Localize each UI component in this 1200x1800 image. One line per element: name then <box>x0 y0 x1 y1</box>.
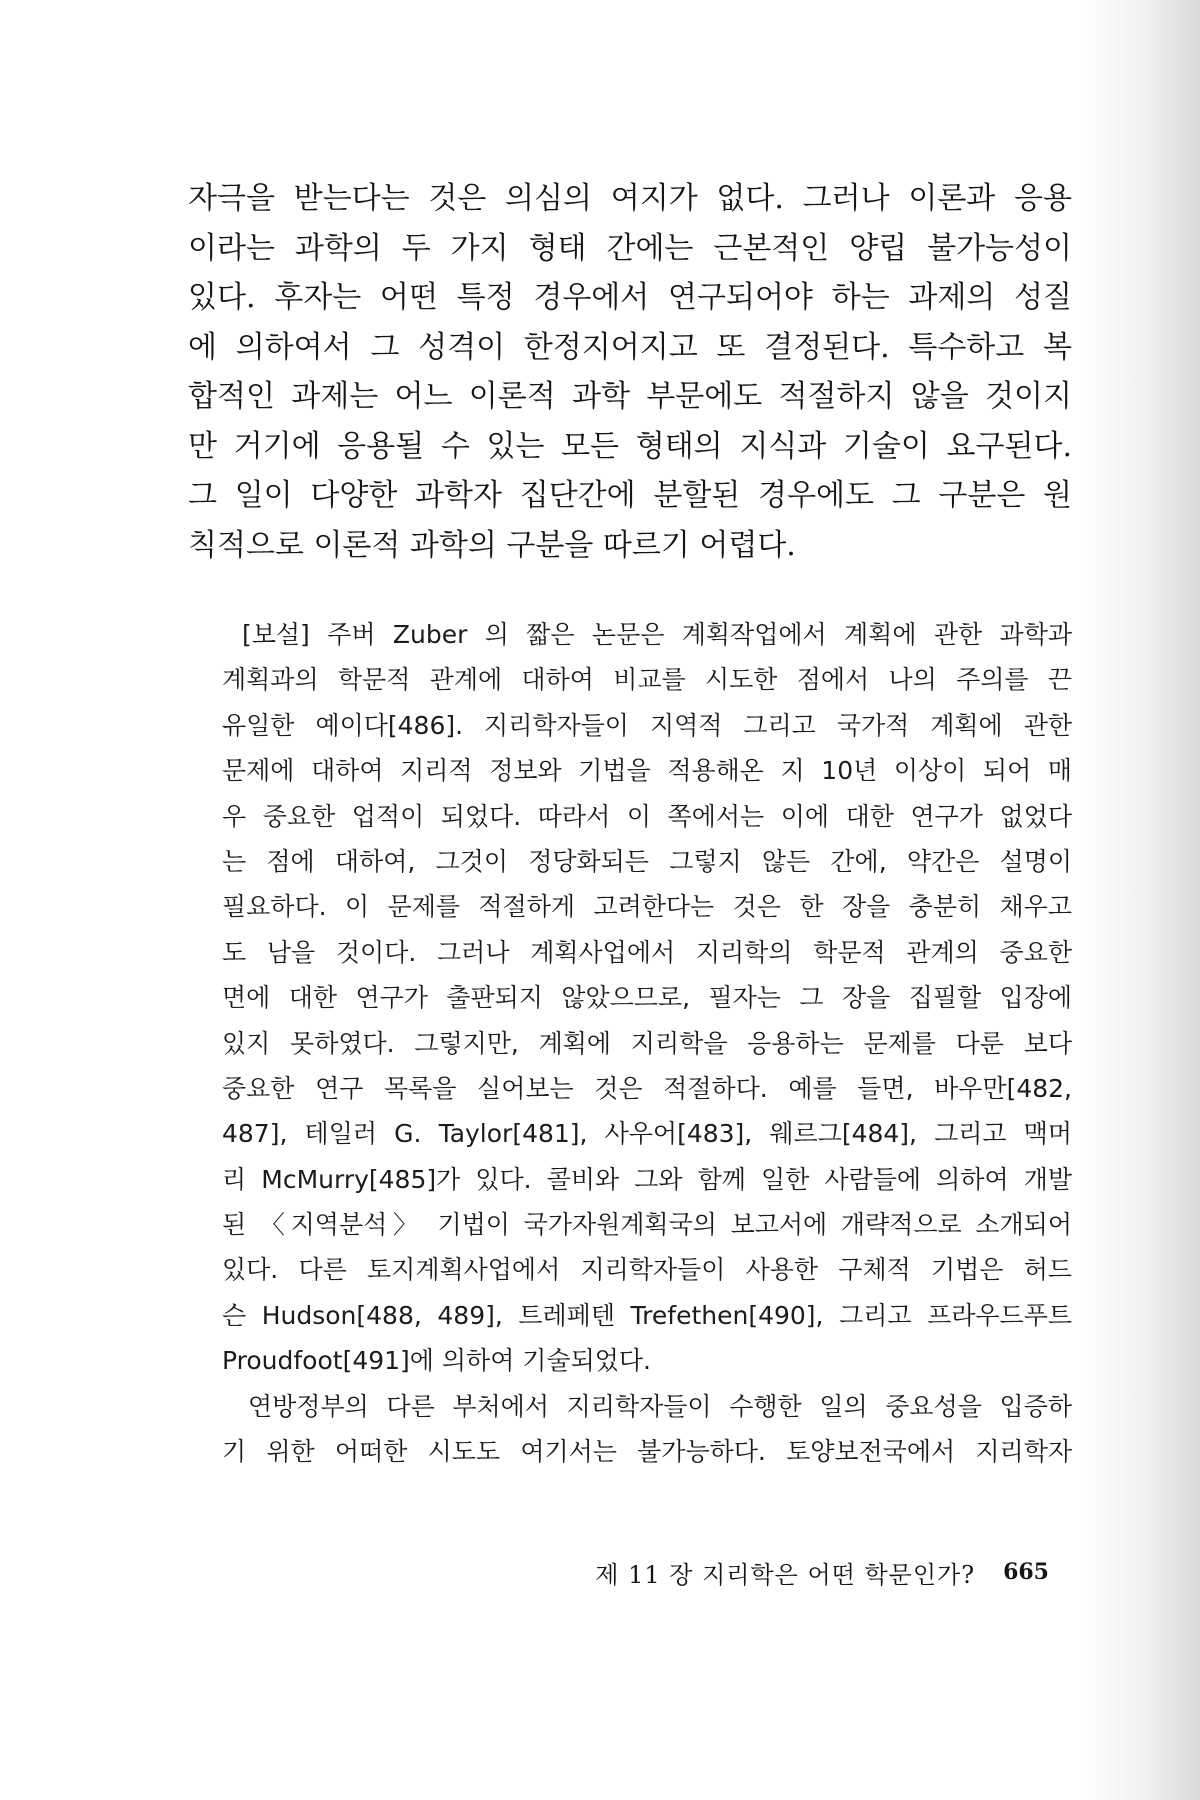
supplement-line: 필요하다. 이 문제를 적절하게 고려한다는 것은 한 장을 충분히 채우고 <box>222 892 1072 922</box>
supplement-line: 487], 테일러 G. Taylor[481], 사우어[483], 웨르그[484], 그리고 맥머 <box>222 1119 1072 1149</box>
supplement-line: [보설] 주버 Zuber 의 짧은 논문은 계획작업에서 계획에 관한 과학과 <box>242 620 1072 649</box>
main-paragraph-line: 자극을 받는다는 것은 의심의 여지가 없다. 그러나 이론과 응용 <box>188 181 1072 216</box>
supplement-line: 도 남을 것이다. 그러나 계획사업에서 지리학의 학문적 관계의 중요한 <box>222 937 1072 967</box>
main-paragraph-line: 있다. 후자는 어떤 특정 경우에서 연구되어야 하는 과제의 성질 <box>188 280 1072 315</box>
supplement-paragraph <box>222 612 1072 1384</box>
supplement-line: Proudfoot[491]에 의하여 기술되었다. <box>222 1346 651 1376</box>
supplement-line: 유일한 예이다[486]. 지리학자들이 지역적 그리고 국가적 계획에 관한 <box>222 710 1072 740</box>
supplement-line: 슨 Hudson[488, 489], 트레페텐 Trefethen[490], 그리고 프라우드푸트 <box>222 1300 1072 1330</box>
running-chapter-title: 제 11 장 지리학은 어떤 학문인가? <box>595 1560 976 1589</box>
supplement-line: 면에 대한 연구가 출판되지 않았으므로, 필자는 그 장을 집필할 입장에 <box>222 983 1072 1013</box>
supplement-section <box>222 612 1072 1474</box>
main-paragraph-line: 이라는 과학의 두 가지 형태 간에는 근본적인 양립 불가능성이 <box>188 230 1072 266</box>
supplement-line: 문제에 대하여 지리적 정보와 기법을 적용해온 지 10년 이상이 되어 매 <box>222 756 1072 786</box>
next-paragraph-line: 연방정부의 다른 부처에서 지리학자들이 수행한 일의 중요성을 입증하 <box>248 1391 1072 1421</box>
next-paragraph-line: 기 위한 어떠한 시도도 여기서는 불가능하다. 토양보전국에서 지리학자 <box>222 1437 1072 1467</box>
page-number: 665 <box>1003 1559 1049 1585</box>
main-paragraph-line: 에 의하여서 그 성격이 한정지어지고 또 결정된다. 특수하고 복 <box>188 329 1072 365</box>
page-footer <box>595 1552 1049 1592</box>
main-paragraph <box>188 174 1072 570</box>
supplement-line: 리 McMurry[485]가 있다. 콜비와 그와 함께 일한 사람들에 의하여 개발 <box>222 1164 1072 1194</box>
supplement-line: 는 점에 대하여, 그것이 정당화되든 그렇지 않든 간에, 약간은 설명이 <box>222 846 1072 876</box>
supplement-line: 된 〈지역분석〉 기법이 국가자원계획국의 보고서에 개략적으로 소개되어 <box>222 1210 1072 1240</box>
main-paragraph-line: 만 거기에 응용될 수 있는 모든 형태의 지식과 기술이 요구된다. <box>188 428 1072 464</box>
supplement-line: 있지 못하였다. 그렇지만, 계획에 지리학을 응용하는 문제를 다룬 보다 <box>222 1028 1072 1058</box>
supplement-line: 있다. 다른 토지계획사업에서 지리학자들이 사용한 구체적 기법은 허드 <box>222 1255 1072 1285</box>
main-paragraph-line: 칙적으로 이론적 과학의 구분을 따르기 어렵다. <box>188 527 796 563</box>
scan-edge-shadow <box>1080 0 1200 1800</box>
supplement-line: 중요한 연구 목록을 실어보는 것은 적절하다. 예를 들면, 바우만[482, <box>222 1073 1072 1103</box>
main-paragraph-line: 그 일이 다양한 과학자 집단간에 분할된 경우에도 그 구분은 원 <box>188 478 1072 513</box>
next-paragraph <box>222 1384 1072 1475</box>
main-paragraph-line: 합적인 과제는 어느 이론적 과학 부문에도 적절하지 않을 것이지 <box>188 379 1072 414</box>
supplement-line: 우 중요한 업적이 되었다. 따라서 이 쪽에서는 이에 대한 연구가 없었다 <box>222 801 1072 831</box>
supplement-line: 계획과의 학문적 관계에 대하여 비교를 시도한 점에서 나의 주의를 끈 <box>222 665 1072 695</box>
